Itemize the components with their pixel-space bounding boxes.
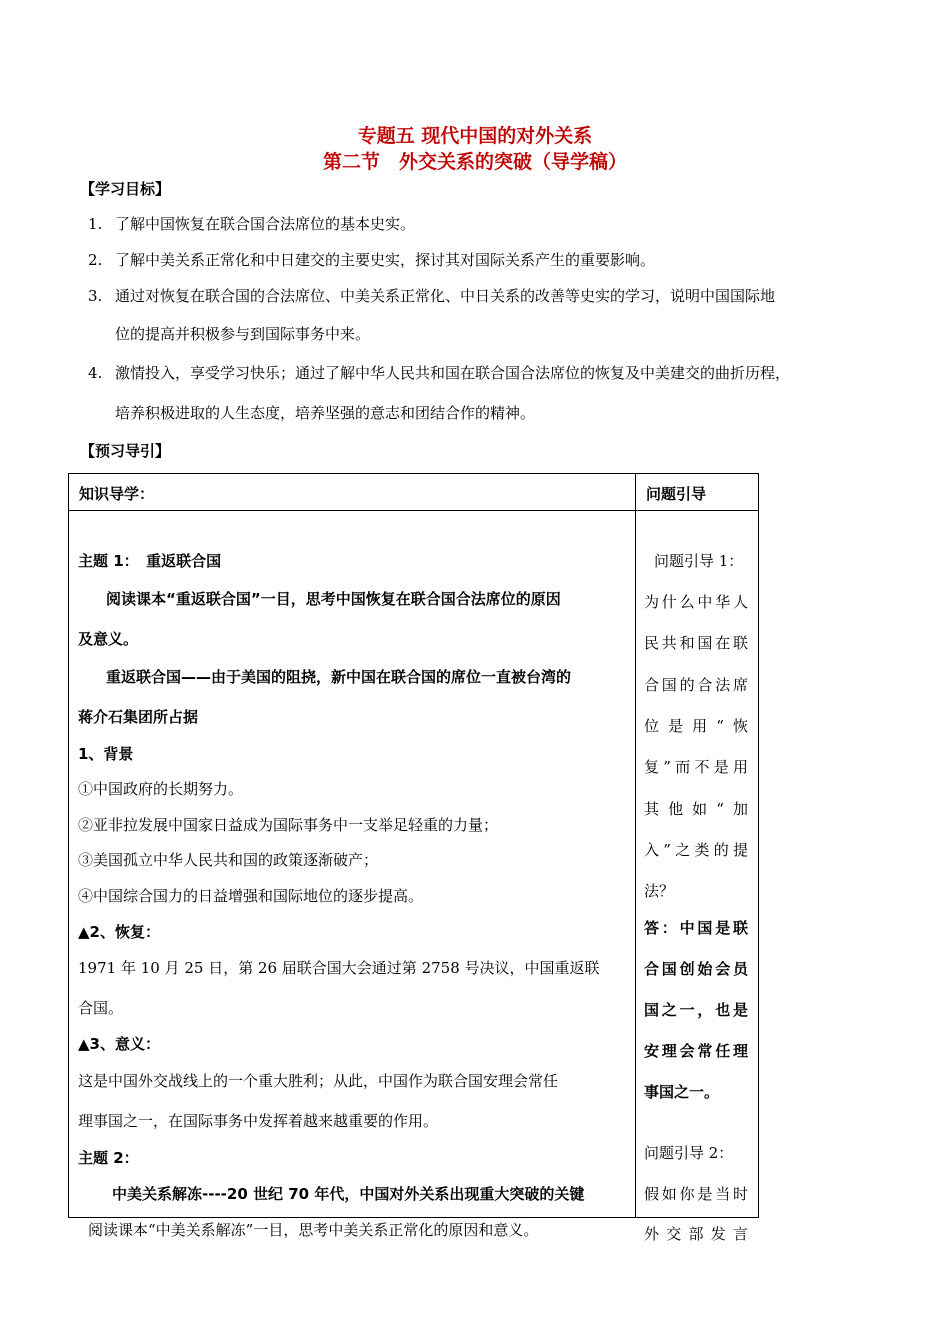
goal-item-2	[88, 250, 888, 270]
answer1-text: 事国之一。	[644, 1083, 720, 1101]
question1-label: 问题引导 1：	[654, 552, 744, 570]
topic1-instruction: 阅读课本“重返联合国”一目，思考中国恢复在联合国合法席位的原因	[106, 590, 561, 608]
topic1-intro: 重返联合国——由于美国的阻挠，新中国在联合国的席位一直被台湾的	[106, 668, 572, 686]
goal-item-1	[88, 214, 888, 234]
answer1-text: 合国创始会员	[644, 960, 748, 978]
question1-text: 合国的合法席	[644, 676, 748, 694]
goal-number: 4.	[88, 364, 103, 382]
goal-text: 激情投入，享受学习快乐；通过了解中华人民共和国在联合国合法席位的恢复及中美建交的曲折历程，	[115, 364, 791, 382]
goal-text: 培养积极进取的人生态度，培养坚强的意志和团结合作的精神。	[115, 404, 536, 422]
doc-title-line1: 专题五 现代中国的对外关系	[357, 125, 593, 147]
significance-text-cont: 理事国之一，在国际事务中发挥着越来越重要的作用。	[78, 1112, 439, 1130]
doc-title-line2: 第二节 外交关系的突破（导学稿）	[322, 151, 627, 173]
answer1-text: 国之一，也是	[644, 1001, 748, 1019]
question1-text: 入”之类的提	[644, 841, 748, 859]
knowledge-header-cell	[69, 474, 636, 511]
preview-table	[68, 473, 759, 1243]
restoration-text: 1971 年 10 月 25 日，第 26 届联合国大会通过第 2758 号决议，中国重返联	[78, 959, 600, 977]
question2-text: 假如你是当时	[644, 1185, 748, 1203]
background-item: ③美国孤立中华人民共和国的政策逐渐破产；	[78, 851, 379, 869]
background-item: ①中国政府的长期努力。	[78, 780, 244, 798]
answer1-text: 安理会常任理	[644, 1042, 748, 1060]
question-header-cell	[636, 474, 759, 511]
question1-text: 为什么中华人	[644, 593, 748, 611]
goal-text: 位的提高并积极参与到国际事务中来。	[115, 325, 371, 343]
learning-goals-heading: 【学习目标】	[80, 180, 171, 198]
topic2-title: 主题 2：	[78, 1149, 139, 1167]
goal-text: 了解中国恢复在联合国合法席位的基本史实。	[115, 215, 416, 233]
question1-text: 复”而不是用	[644, 758, 748, 776]
question1-text: 民共和国在联	[644, 634, 748, 652]
preview-heading: 【预习导引】	[80, 442, 171, 460]
goal-item-3	[88, 286, 888, 343]
question-cell	[636, 511, 759, 1243]
goal-number: 2.	[88, 251, 103, 269]
goal-item-4	[88, 363, 888, 422]
question2-label: 问题引导 2：	[644, 1144, 734, 1162]
question-header: 问题引导	[646, 485, 707, 503]
question1-text: 法？	[644, 882, 675, 900]
goal-text: 了解中美关系正常化和中日建交的主要史实，探讨其对国际关系产生的重要影响。	[115, 251, 656, 269]
topic1-instruction-cont: 及意义。	[78, 630, 139, 648]
topic1-title: 主题 1： 重返联合国	[78, 552, 222, 570]
background-heading: 1、背景	[78, 745, 134, 763]
question2-text: 外交部发言	[644, 1225, 748, 1243]
topic2-intro: 中美关系解冻----20 世纪 70 年代，中国对外关系出现重大突破的关键	[112, 1185, 585, 1203]
topic1-intro-cont: 蒋介石集团所占据	[78, 708, 199, 726]
restoration-text-cont: 合国。	[78, 999, 124, 1017]
goal-text: 通过对恢复在联合国的合法席位、中美关系正常化、中日关系的改善等史实的学习，说明中国国际地	[115, 287, 776, 305]
goal-number: 3.	[88, 287, 103, 305]
significance-text: 这是中国外交战线上的一个重大胜利；从此，中国作为联合国安理会常任	[78, 1072, 559, 1090]
knowledge-cell	[69, 511, 636, 1239]
restoration-heading: ▲2、恢复：	[78, 923, 160, 941]
background-item: ②亚非拉发展中国家日益成为国际事务中一支举足轻重的力量；	[78, 816, 499, 834]
knowledge-header: 知识导学：	[79, 485, 155, 503]
question1-text: 其他如“加	[644, 800, 748, 818]
goal-number: 1.	[88, 215, 103, 233]
background-item: ④中国综合国力的日益增强和国际地位的逐步提高。	[78, 887, 424, 905]
topic2-instruction: 阅读课本“中美关系解冻”一目，思考中美关系正常化的原因和意义。	[88, 1221, 539, 1239]
answer1-text: 答：中国是联	[644, 919, 748, 937]
question1-text: 位是用“恢	[644, 717, 748, 735]
significance-heading: ▲3、意义：	[78, 1035, 160, 1053]
